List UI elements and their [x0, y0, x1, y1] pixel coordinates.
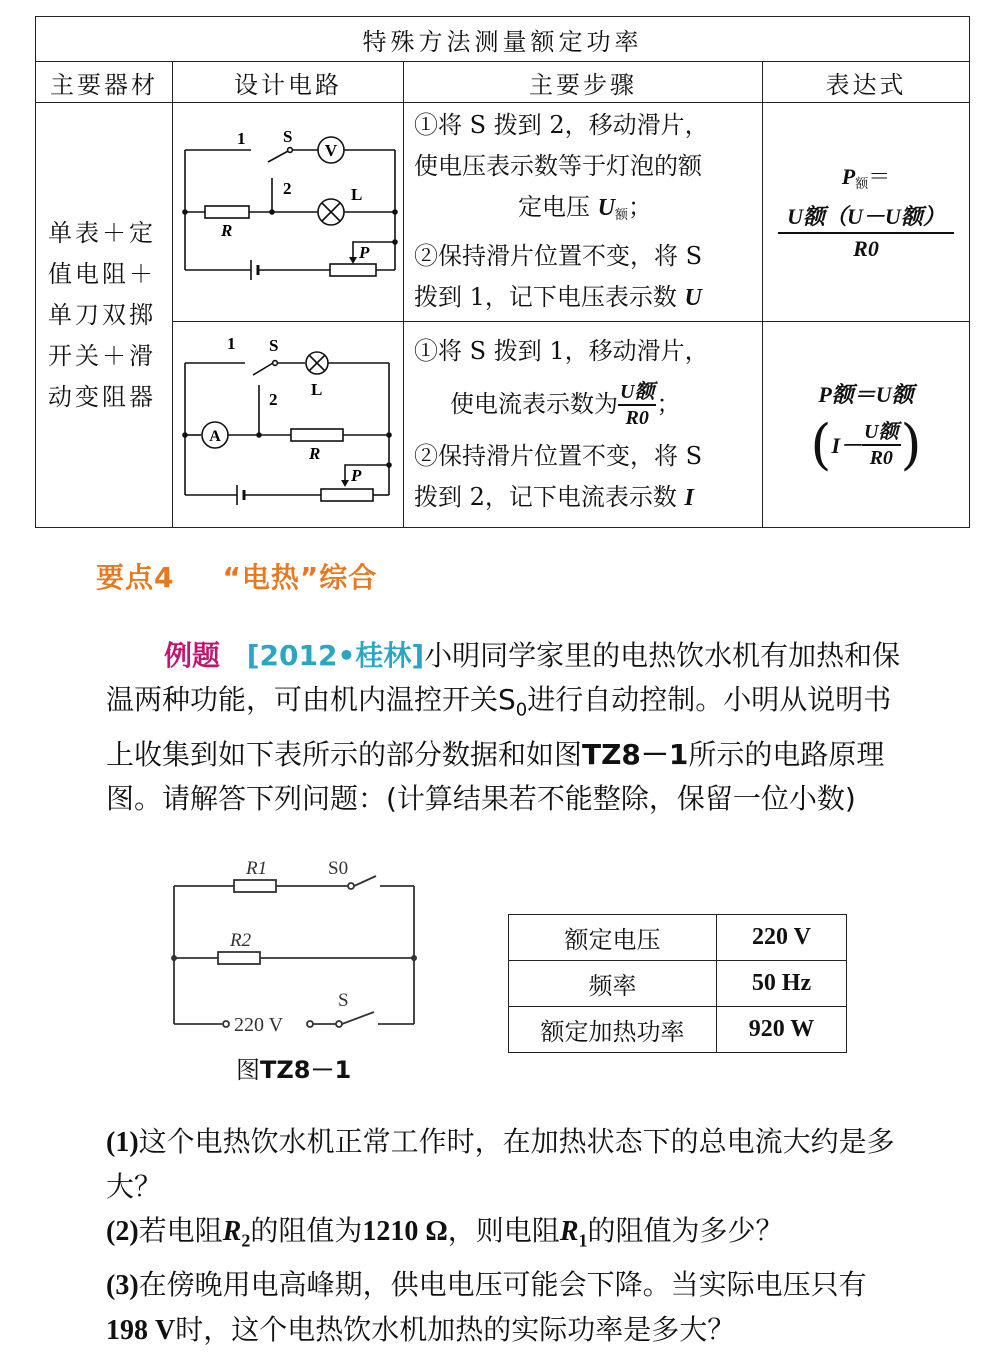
step-line: 使电压表示数等于灯泡的额 — [414, 152, 702, 180]
fraction-denominator: R0 — [853, 236, 879, 261]
switch-s-label: S — [338, 990, 349, 1011]
question-text: 的阻值为多少？ — [587, 1214, 784, 1247]
steps-cell-voltmeter — [404, 103, 763, 322]
table-row — [509, 915, 847, 961]
step-line: ②保持滑片位置不变，将 S — [414, 242, 703, 270]
question-number: (1) — [106, 1127, 139, 1158]
var-u: U — [597, 195, 615, 221]
voltmeter-circuit-label: 2 — [283, 179, 292, 198]
example-text: 所示的电路原理图。请解答下列问题：(计算结果若不能整除，保留一位小数) — [106, 737, 885, 815]
example-text: 进行自动控制。小明从说明书上收集到如下表所示的部分数据和如图 — [106, 683, 892, 771]
circuit-cell-voltmeter — [173, 103, 404, 322]
slider-label: P — [359, 243, 370, 262]
spec-name: 额定加热功率 — [509, 1007, 717, 1053]
ammeter-circuit-label: S — [269, 335, 279, 355]
fraction-numerator: U额（U－U额） — [778, 202, 954, 234]
step-text: 拨到 1，记下电压表示数 — [414, 283, 677, 311]
table-row-voltmeter — [36, 103, 970, 322]
left-paren: ( — [810, 412, 832, 476]
voltmeter-circuit-label: S — [283, 127, 293, 146]
expr-fraction — [862, 420, 900, 470]
expr-text: I－ — [831, 433, 863, 458]
example-source: [2012•桂林] — [246, 639, 425, 672]
example-label: 例题 — [164, 639, 221, 672]
lamp-label: L — [351, 185, 363, 204]
fraction-denominator: R0 — [869, 446, 893, 469]
table-row-ammeter — [36, 322, 970, 528]
expression-cell-voltmeter — [763, 103, 970, 322]
right-paren: ) — [900, 412, 922, 476]
question-text: 这个电热饮水机正常工作时，在加热状态下的总电流大约是多大？ — [106, 1125, 895, 1203]
expression-cell-ammeter — [763, 322, 970, 528]
key-point-label: 要点4 — [96, 561, 175, 594]
ammeter-circuit-diagram — [173, 323, 402, 523]
question-2 — [106, 1209, 906, 1263]
expr-line: P额＝U额 — [818, 381, 914, 407]
resistor-label: R — [309, 443, 321, 463]
resistor-label: R — [221, 221, 233, 240]
circuit-cell-ammeter — [173, 322, 404, 528]
spec-table — [508, 914, 847, 1053]
material-line: 单表＋定 — [48, 218, 156, 247]
material-line: 单刀双掷 — [48, 300, 156, 329]
subscript: 额 — [855, 177, 869, 192]
table-header-row — [36, 62, 970, 103]
lamp-label: L — [311, 379, 323, 399]
spec-value: 50 Hz — [717, 961, 847, 1007]
fraction-numerator: U额 — [862, 420, 900, 446]
step-text: 使电流表示数为 — [450, 389, 618, 418]
expr-bracket-group — [810, 412, 922, 476]
question-number: (2) — [106, 1216, 139, 1247]
example-paragraph — [106, 634, 906, 821]
materials-cell — [36, 103, 173, 528]
r2-label: R2 — [230, 930, 252, 951]
spec-name: 频率 — [509, 961, 717, 1007]
step-line — [414, 277, 756, 319]
heater-circuit-diagram — [168, 856, 428, 1036]
resistance-value: 1210 Ω — [362, 1216, 448, 1247]
step-text: ； — [656, 389, 681, 418]
table-title: 特殊方法测量额定功率 — [36, 17, 970, 62]
caption-id: TZ8－1 — [260, 1056, 352, 1084]
subscript: 0 — [515, 699, 528, 721]
question-text: 时，这个电热饮水机加热的实际功率是多大？ — [175, 1312, 736, 1346]
var-r: R — [559, 1216, 579, 1247]
key-point-heading — [96, 556, 377, 596]
question-3 — [106, 1263, 906, 1353]
step-line: ①将 S 拨到 2，移动滑片， — [414, 111, 709, 139]
current-fraction — [618, 380, 656, 430]
table-row — [509, 1007, 847, 1053]
voltmeter-symbol: V — [324, 141, 338, 160]
header-expression: 表达式 — [763, 62, 970, 103]
step-text: 定电压 — [518, 193, 590, 221]
step-line: ②保持滑片位置不变，将 S — [414, 441, 703, 470]
question-text: 若电阻 — [138, 1214, 223, 1247]
figure-caption — [236, 1050, 351, 1085]
material-line: 开关＋滑 — [48, 341, 156, 370]
question-text: ，则电阻 — [447, 1214, 560, 1247]
ammeter-circuit-label: 1 — [227, 333, 236, 353]
voltmeter-circuit-diagram — [173, 110, 402, 310]
s0-label: S0 — [328, 858, 349, 879]
fraction-numerator: U额 — [618, 380, 656, 406]
method-table — [35, 16, 970, 528]
table-row — [509, 961, 847, 1007]
fraction-denominator: R0 — [625, 407, 649, 429]
question-text: 在傍晚用电高峰期，供电电压可能会下降。当实际电压只有 — [138, 1267, 867, 1301]
figure-reference: TZ8－1 — [582, 737, 689, 771]
ammeter-symbol: A — [209, 427, 221, 445]
supply-voltage-label: 220 V — [234, 1014, 284, 1036]
voltage-value: 198 V — [106, 1314, 176, 1346]
material-line: 动变阻器 — [48, 382, 156, 411]
slider-label: P — [351, 465, 362, 485]
question-1 — [106, 1120, 906, 1209]
expr-fraction — [778, 202, 954, 264]
question-text: 的阻值为 — [250, 1214, 363, 1247]
question-number: (3) — [106, 1269, 139, 1301]
r1-label: R1 — [246, 858, 268, 879]
header-steps: 主要步骤 — [404, 62, 763, 103]
steps-cell-ammeter — [404, 322, 763, 528]
step-text: ； — [628, 193, 652, 221]
step-text: 拨到 2，记下电流表示数 — [414, 482, 677, 511]
material-line: 值电阻＋ — [48, 259, 156, 288]
spec-value: 920 W — [717, 1007, 847, 1053]
spec-name: 额定电压 — [509, 915, 717, 961]
var-i: I — [684, 484, 694, 511]
caption-prefix: 图 — [236, 1056, 260, 1084]
voltmeter-circuit-label: 1 — [237, 129, 246, 148]
step-line — [414, 477, 756, 519]
subscript: 2 — [241, 1230, 251, 1251]
equals-sign: ＝ — [868, 165, 891, 190]
ammeter-circuit-label: 2 — [269, 389, 278, 409]
key-point-title: “电热”综合 — [222, 561, 378, 594]
subscript: 额 — [614, 208, 628, 223]
header-circuit: 设计电路 — [173, 62, 404, 103]
step-line — [414, 372, 756, 436]
step-line — [414, 187, 756, 236]
subscript: 1 — [578, 1230, 588, 1251]
step-line: ①将 S 拨到 1，移动滑片， — [414, 336, 709, 365]
example-text: 小明同学家里的电热饮水机有加热和保温两种功能，可由机内温控开关S — [106, 639, 901, 716]
expr-line — [763, 160, 969, 202]
spec-value: 220 V — [717, 915, 847, 961]
var-p: P — [841, 164, 856, 189]
header-materials: 主要器材 — [36, 62, 173, 103]
question-list — [106, 1120, 906, 1353]
var-u: U — [684, 285, 702, 311]
var-r: R — [222, 1216, 242, 1247]
